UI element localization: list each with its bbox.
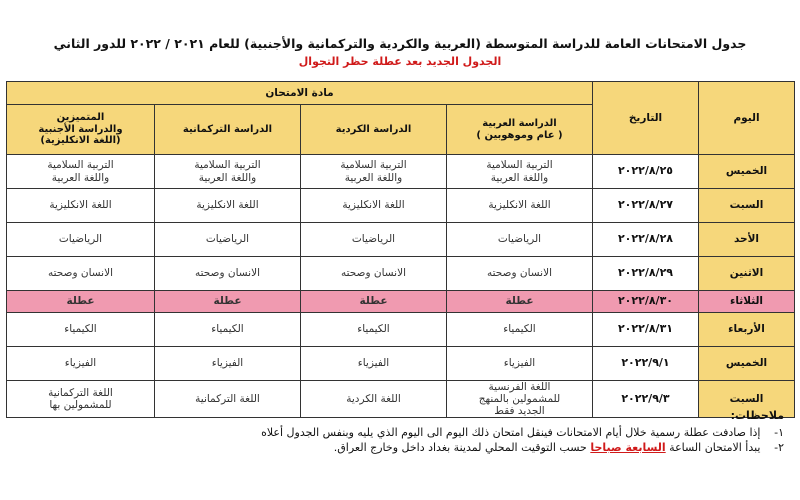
- distinguished-cell: الكيمياء: [7, 313, 155, 347]
- note-2-highlight: السابعة صباحا: [590, 441, 666, 454]
- note-1: [24, 426, 784, 439]
- day-cell: الخميس: [699, 155, 795, 189]
- page-title: جدول الامتحانات العامة للدراسة المتوسطة (العربية والكردية والتركمانية والأجنبية) للعام ٢٠٢١ / ٢٠٢٢ للدور الثاني: [53, 36, 747, 51]
- notes-title: ملاحظات:: [730, 409, 784, 422]
- header-kurdish: الدراسة الكردية: [301, 105, 447, 155]
- kurdish-cell: اللغة الانكليزية: [301, 189, 447, 223]
- day-cell: السبت: [699, 189, 795, 223]
- day-cell: الأربعاء: [699, 313, 795, 347]
- table-row: [7, 189, 795, 223]
- note-2-number: ٢-: [774, 441, 784, 454]
- page-subtitle: الجدول الجديد بعد عطلة حظر التجوال: [298, 55, 502, 68]
- arabic-cell: الانسان وصحته: [447, 257, 593, 291]
- kurdish-cell: التربية السلامية واللغة العربية: [301, 155, 447, 189]
- header-turkmen: الدراسة التركمانية: [155, 105, 301, 155]
- distinguished-cell: التربية السلامية واللغة العربية: [7, 155, 155, 189]
- arabic-cell: عطلة: [447, 291, 593, 313]
- kurdish-cell: الكيمياء: [301, 313, 447, 347]
- turkmen-cell: اللغة الانكليزية: [155, 189, 301, 223]
- table-row: [7, 223, 795, 257]
- day-cell: الثلاثاء: [699, 291, 795, 313]
- distinguished-cell: عطلة: [7, 291, 155, 313]
- note-1-number: ١-: [774, 426, 784, 439]
- turkmen-cell: الرياضيات: [155, 223, 301, 257]
- header-distinguished-text: المتميزين والدراسة الأجنبية (اللغة الانكليزية): [38, 112, 123, 147]
- note-1-text: إذا صادفت عطلة رسمية خلال أيام الامتحانات فينقل امتحان ذلك اليوم الى اليوم الذي يليه وبنفس الجدول أعلاه: [261, 426, 761, 439]
- header-subject-group: مادة الامتحان: [7, 82, 593, 105]
- note-2-pre: يبدأ الامتحان الساعة: [665, 441, 761, 454]
- date-cell: ٢٠٢٢/٩/١: [593, 347, 699, 381]
- table-row: [7, 155, 795, 189]
- turkmen-cell: الانسان وصحته: [155, 257, 301, 291]
- header-arabic-text: الدراسة العربية ( عام وموهوبين ): [476, 118, 563, 141]
- date-cell: ٢٠٢٢/٩/٣: [593, 381, 699, 418]
- kurdish-cell: الرياضيات: [301, 223, 447, 257]
- kurdish-cell: عطلة: [301, 291, 447, 313]
- arabic-cell: التربية السلامية واللغة العربية: [447, 155, 593, 189]
- turkmen-cell: الكيمياء: [155, 313, 301, 347]
- distinguished-cell: الفيزياء: [7, 347, 155, 381]
- header-distinguished: [7, 105, 155, 155]
- date-cell: ٢٠٢٢/٨/٣٠: [593, 291, 699, 313]
- arabic-cell: اللغة الانكليزية: [447, 189, 593, 223]
- note-2-post: حسب التوقيت المحلي لمدينة بغداد داخل وخارج العراق.: [333, 441, 591, 454]
- notes-section: [24, 409, 784, 456]
- table-row: [7, 257, 795, 291]
- schedule-table-container: [6, 81, 794, 418]
- arabic-cell: الفيزياء: [447, 347, 593, 381]
- date-cell: ٢٠٢٢/٨/٢٧: [593, 189, 699, 223]
- turkmen-cell: التربية السلامية واللغة العربية: [155, 155, 301, 189]
- header-day: اليوم: [699, 82, 795, 155]
- day-cell: السبت: [699, 381, 795, 418]
- arabic-cell: اللغة الفرنسية للمشمولين بالمنهج الجديد فقط: [447, 381, 593, 418]
- date-cell: ٢٠٢٢/٨/٢٩: [593, 257, 699, 291]
- schedule-body: [7, 155, 795, 418]
- header-date: التاريخ: [593, 82, 699, 155]
- arabic-cell: الرياضيات: [447, 223, 593, 257]
- holiday-row: [7, 291, 795, 313]
- date-cell: ٢٠٢٢/٨/٢٨: [593, 223, 699, 257]
- distinguished-cell: اللغة التركمانية للمشمولين بها: [7, 381, 155, 418]
- note-2: [24, 441, 784, 454]
- turkmen-cell: الفيزياء: [155, 347, 301, 381]
- kurdish-cell: الانسان وصحته: [301, 257, 447, 291]
- day-cell: الاثنين: [699, 257, 795, 291]
- turkmen-cell: عطلة: [155, 291, 301, 313]
- distinguished-cell: الانسان وصحته: [7, 257, 155, 291]
- arabic-cell: الكيمياء: [447, 313, 593, 347]
- date-cell: ٢٠٢٢/٨/٢٥: [593, 155, 699, 189]
- day-cell: الخميس: [699, 347, 795, 381]
- exam-schedule-table: [6, 81, 795, 418]
- turkmen-cell: اللغة التركمانية: [155, 381, 301, 418]
- day-cell: الأحد: [699, 223, 795, 257]
- kurdish-cell: الفيزياء: [301, 347, 447, 381]
- distinguished-cell: الرياضيات: [7, 223, 155, 257]
- kurdish-cell: اللغة الكردية: [301, 381, 447, 418]
- table-row: [7, 313, 795, 347]
- distinguished-cell: اللغة الانكليزية: [7, 189, 155, 223]
- table-row: [7, 347, 795, 381]
- date-cell: ٢٠٢٢/٨/٣١: [593, 313, 699, 347]
- header-arabic: [447, 105, 593, 155]
